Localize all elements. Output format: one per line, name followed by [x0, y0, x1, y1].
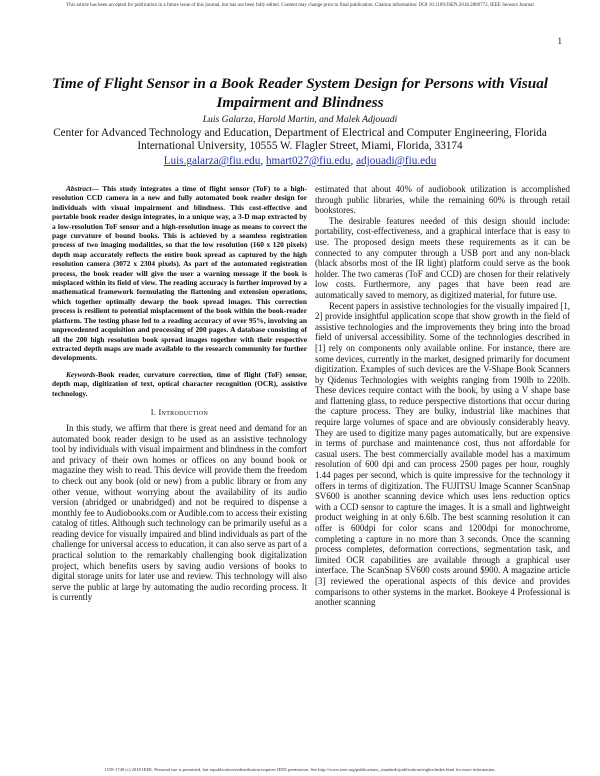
left-column: [52, 184, 307, 603]
affiliation: Center for Advanced Technology and Education, Department of Electrical and Computer Engineering, Florida International University, 10555 W. Flagler Street, Miami, Florida, 33174: [53, 127, 547, 152]
abstract-label: Abstract: [66, 184, 92, 193]
intro-paragraph: In this study, we affirm that there is great need and demand for an automated book reader design to be used as an assistive technology tool by individuals with visual impairment and blindness in the comfort and privacy of their own homes or offices on any bound book or magazine they wish to read. This device will provide them the freedom to check out any book (old or new) from a public library or from any other venue, without worrying about the availability of its audio version (abridged or unabridged) and not be required to dispense a monthly fee to Audiobooks.com or Audible.com to access their existing catalog of titles. Although such technology can be primarily useful as a reading device for visually impaired and blind individuals as part of the challenge for universal access to education, it can also serve as part of a practical solution to the remarkably challenging book digitalization project, which benefits users by saving audio versions of books to digital storage units for later use and review. This technology will also serve the public at large by automating the audio recording process. It is currently: [52, 422, 307, 603]
page-number: 1: [557, 36, 562, 46]
body-paragraph-1: estimated that about 40% of audiobook utilization is accomplished through public libraries, while the remaining 60% is through retail bookstores.: [315, 184, 570, 216]
keywords: [52, 370, 307, 398]
right-column: [315, 184, 570, 608]
journal-header-notice: This article has been accepted for publication in a future issue of this journal, but has not been fully edited. Content may change prior to final publication. Citation information: DOI 10.1109/JSEN.2018.2869772, IEEE Sensors Journal: [66, 3, 534, 8]
abstract-text: — This study integrates a time of flight sensor (ToF) to a high-resolution CCD camera in a new and fully automated book reader design for individuals with visual impairment and blindness. This cost-effective and portable book reader design integrates, in a unique way, a 3-D map extracted by a low-resolution ToF sensor and a high-resolution image as means to correct the page curvature of bound books. This is achieved by a seamless registration process of two imaging modalities, so that the low resolution (160 x 120 pixels) depth map accurately reflects the entire book spread as captured by the high resolution camera (3072 x 2304 pixels). As part of the automated registration process, the book reader will give the user a warning message if the book is misplaced within its field of view. The reading accuracy is further improved by a mathematical framework formulating the flattening and extension operations, which together optimally dewarp the book spread images. This correction process is resilient to potential misplacement of the book within the book-reader platform. The testing phase led to a reading accuracy of over 95%, involving an unprecedented acquisition and processing of 200 pages. A database consisting of all the 200 high resolution book spread images together with their respective extracted depth maps are made available to the research community for further developments.: [52, 184, 307, 363]
abstract: [52, 184, 307, 363]
section-title: Introduction: [158, 407, 209, 417]
copyright-footer: 1558-1748 (c) 2018 IEEE. Personal use is permitted, but republication/redistribution requires IEEE permission. See http://www.ieee.org/publications_standards/publications/rights/index.html for more information.: [104, 767, 496, 772]
section-heading-introduction: [52, 408, 307, 417]
email-link-adjouadi[interactable]: adjouadi@fiu.edu: [356, 155, 437, 167]
keywords-text: -Book reader, curvature correction, time of flight (ToF) sensor, depth map, digitization of text, optical character recognition (OCR), assistive technology.: [52, 369, 307, 398]
email-link-galarza[interactable]: Luis.galarza@fiu.edu: [163, 155, 261, 167]
author-list: Luis Galarza, Harold Martin, and Malek Adjouadi: [202, 114, 398, 125]
email-link-martin[interactable]: hmart027@fiu.edu: [265, 155, 351, 167]
body-paragraph-2: The desirable features needed of this design should include: portability, cost-effectiveness, and a graphical interface that is easy to use. The proposed design meets these requirements as it can be connected to any computer through a USB port and any non-black (black absorbs most of the IR light) platform could serve as the book holder. The two cameras (ToF and CCD) are chosen for their relatively low costs. Furthermore, any pages that have been read are automatically saved to memory, as digitized material, for future use.: [315, 215, 570, 300]
author-emails: Luis.galarza@fiu.edu, hmart027@fiu.edu, adjouadi@fiu.edu: [163, 155, 437, 167]
paper-title: Time of Flight Sensor in a Book Reader System Design for Persons with Visual Impairment and Blindness: [51, 75, 549, 111]
keywords-label: Keywords: [66, 369, 96, 379]
body-paragraph-3: Recent papers in assistive technologies for the visually impaired [1, 2] provide insightful application scope that show growth in the field of assistive technologies and the improvements they bring into the broad field of universal accessibility. Some of the technologies described in [1] rely on components only available online. For instance, there are some devices, currently in the market, designed primarily for document digitization. Examples of such devices are the V-Shape Book Scanners by Qidenus Technologies with weights ranging from 190lb to 220lb. These devices require contact with the book, by using a V shape base and flattening glass, to reduce perspective distortions that occur during the capture process. They are bulky, industrial like machines that require large volumes of space and are obviously considerably heavy. They are used to digitize many pages automatically, but are expensive in terms of purchase and maintenance cost, thus not affordable for casual users. The best commercially available model has a maximum resolution of 600 dpi and can process 2500 pages per hour, roughly 1.44 pages per second, which is quite impressive for the technology it offers in terms of digitization. The FUJITSU Image Scanner ScanSnap SV600 is another scanning device which uses lens reduction optics with a CCD sensor to capture the images. It is a small and lightweight product weighing in at only 6.6lb. The best scanning resolution it can offer is 600dpi for color scans and 1200dpi for monochrome, completing a capture in no more than 3 seconds. Once the scanning process completes, deformation corrections, segmentation task, and limited OCR capabilities are available through a graphical user interface. The ScanSnap SV600 costs around $900. A magazine article [3] reviewed the operational aspects of this device and provides comparisons to other systems in the market. Bookeye 4 Professional is another scanning: [315, 300, 570, 608]
section-number: I.: [150, 407, 157, 417]
